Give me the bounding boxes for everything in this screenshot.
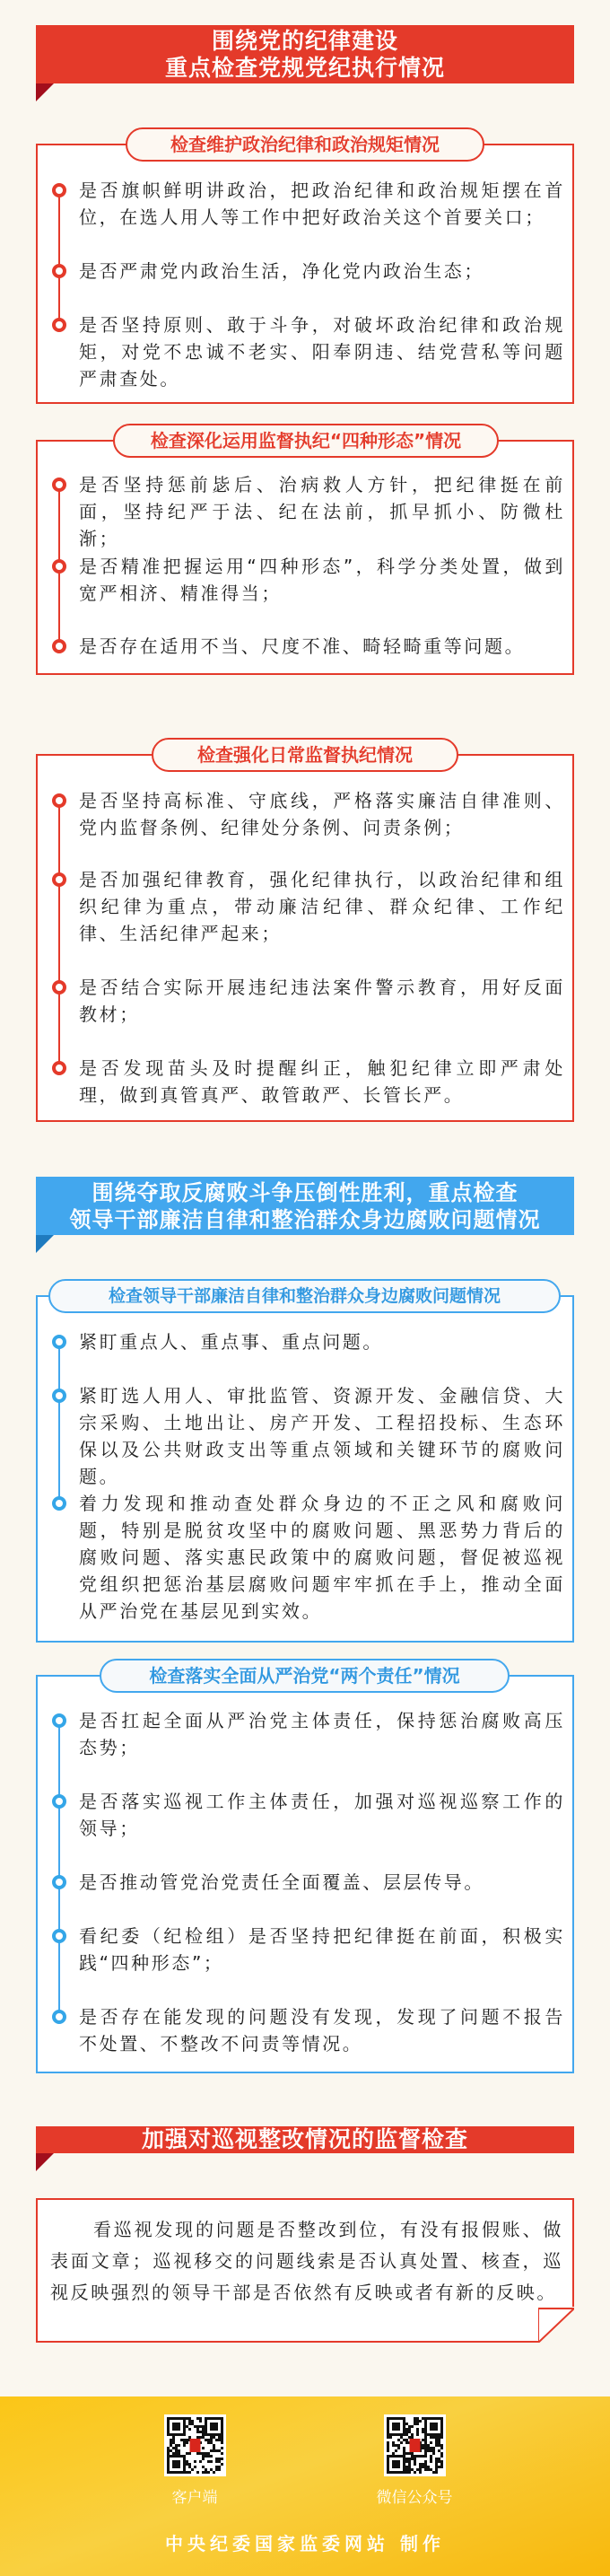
footer (0, 2396, 610, 2576)
list-item: 是否存在适用不当、尺度不准、畸轻畸重等问题。 (79, 633, 565, 660)
list-item: 是否严肃党内政治生活，净化党内政治生态； (79, 258, 565, 285)
bullet-circle-icon (52, 183, 66, 197)
bullet-circle-icon (52, 1794, 66, 1809)
list-item: 是否结合实际开展违纪违法案件警示教育，用好反面教材； (79, 974, 565, 1028)
list-item: 是否推动管党治党责任全面覆盖、层层传导。 (79, 1869, 565, 1896)
bullet-circle-icon (52, 639, 66, 653)
page-curl-icon (538, 2307, 574, 2343)
list-item: 是否旗帜鲜明讲政治，把政治纪律和政治规矩摆在首位，在选人用人等工作中把好政治关这个首要关口； (79, 177, 565, 231)
bullet-circle-icon (52, 1875, 66, 1889)
list-item: 看纪委（纪检组）是否坚持把纪律挺在前面，积极实践“四种形态”； (79, 1923, 565, 1976)
block-title: 检查领导干部廉洁自律和整治群众身边腐败问题情况 (48, 1279, 561, 1313)
check-block-political-discipline (36, 134, 574, 404)
timeline-line (58, 1721, 60, 2017)
section-banner-anti-corruption (36, 1177, 574, 1235)
list-item: 紧盯选人用人、审批监管、资源开发、金融信贷、大宗采购、土地出让、房产开发、工程招投标、生态环保以及公共财政支出等重点领域和关键环节的腐败问题。 (79, 1382, 565, 1490)
banner-title-line: 围绕夺取反腐败斗争压倒性胜利，重点检查 (92, 1180, 518, 1205)
bullet-circle-icon (52, 2010, 66, 2024)
bullet-circle-icon (52, 1496, 66, 1511)
block-title: 检查维护政治纪律和政治规矩情况 (126, 127, 484, 162)
producer-credit: 中央纪委国家监委网站 制作 (165, 2533, 445, 2554)
bullet-circle-icon (52, 980, 66, 994)
bullet-circle-icon (52, 793, 66, 808)
bullet-circle-icon (52, 478, 66, 492)
list-item: 是否精准把握运用“四种形态”，科学分类处置，做到宽严相济、精准得当； (79, 553, 565, 607)
rectification-note-card (36, 2198, 574, 2343)
timeline-line (58, 1342, 60, 1503)
bullet-circle-icon (52, 559, 66, 574)
banner-title-line: 重点检查党规党纪执行情况 (164, 55, 445, 81)
timeline-line (58, 801, 60, 1068)
bullet-circle-icon (52, 1713, 66, 1728)
banner-fold-decoration (36, 1235, 54, 1253)
qr-label-wechat: 微信公众号 (376, 2489, 453, 2507)
qr-label-client: 客户端 (171, 2489, 218, 2507)
list-item: 是否存在能发现的问题没有发现，发现了问题不报告不处置、不整改不问责等情况。 (79, 2003, 565, 2057)
qr-code-icon[interactable] (384, 2414, 446, 2476)
timeline-line (58, 190, 60, 325)
bullet-circle-icon (52, 872, 66, 887)
list-item: 是否落实巡视工作主体责任，加强对巡视巡察工作的领导； (79, 1788, 565, 1842)
check-block-leaders-integrity (36, 1286, 574, 1643)
list-item: 是否坚持原则、敢于斗争，对破坏政治纪律和政治规矩，对党不忠诚不老实、阳奉阴违、结党营私等问题严肃查处。 (79, 311, 565, 392)
block-title: 检查落实全面从严治党“两个责任”情况 (100, 1659, 510, 1693)
block-title: 检查强化日常监督执纪情况 (152, 738, 458, 772)
section-banner-rectification (36, 2126, 574, 2153)
banner-fold-decoration (36, 83, 54, 101)
list-item: 着力发现和推动查处群众身边的不正之风和腐败问题，特别是脱贫攻坚中的腐败问题、黑恶势力背后的腐败问题、落实惠民政策中的腐败问题，督促被巡视党组织把惩治基层腐败问题牢牢抓在手上，推动全面从严治党在基层见到实效。 (79, 1490, 565, 1625)
check-block-two-responsibilities (36, 1665, 574, 2073)
banner-title-line: 加强对巡视整改情况的监督检查 (141, 2126, 468, 2152)
list-item: 是否扛起全面从严治党主体责任，保持惩治腐败高压态势； (79, 1707, 565, 1761)
list-item: 是否发现苗头及时提醒纠正，触犯纪律立即严肃处理，做到真管真严、敢管敢严、长管长严。 (79, 1055, 565, 1108)
section-banner-discipline (36, 25, 574, 83)
list-item: 是否加强纪律教育，强化纪律执行，以政治纪律和组织纪律为重点，带动廉洁纪律、群众纪律、工作纪律、生活纪律严起来； (79, 866, 565, 947)
banner-title-line: 围绕党的纪律建设 (211, 28, 398, 54)
rectification-paragraph: 看巡视发现的问题是否整改到位，有没有报假账、做表面文章；巡视移交的问题线索是否认真处置、核查，巡视反映强烈的领导干部是否依然有反映或者有新的反映。 (50, 2219, 563, 2303)
block-title: 检查深化运用监督执纪“四种形态”情况 (113, 424, 499, 458)
bullet-circle-icon (52, 1389, 66, 1403)
bullet-circle-icon (52, 264, 66, 278)
list-item: 是否坚持高标准、守底线，严格落实廉洁自律准则、党内监督条例、纪律处分条例、问责条例； (79, 787, 565, 841)
banner-fold-decoration (36, 2153, 54, 2171)
banner-title-line: 领导干部廉洁自律和整治群众身边腐败问题情况 (69, 1207, 541, 1232)
list-item: 紧盯重点人、重点事、重点问题。 (79, 1328, 565, 1355)
check-block-daily-supervision (36, 744, 574, 1122)
qr-code-icon[interactable] (164, 2414, 226, 2476)
bullet-circle-icon (52, 1061, 66, 1075)
bullet-circle-icon (52, 1335, 66, 1349)
bullet-circle-icon (52, 318, 66, 332)
check-block-four-forms (36, 430, 574, 675)
list-item: 是否坚持惩前毖后、治病救人方针，把纪律挺在前面，坚持纪严于法、纪在法前，抓早抓小、防微杜渐； (79, 471, 565, 552)
bullet-circle-icon (52, 1929, 66, 1943)
